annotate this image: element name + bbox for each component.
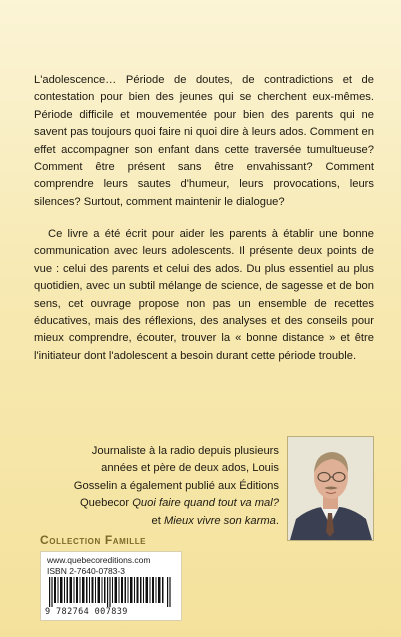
barcode-icon — [49, 577, 173, 607]
bio-text-after: . — [275, 514, 279, 527]
author-portrait-image — [288, 437, 373, 540]
barcode-digits: 9 782764 007839 — [45, 607, 128, 617]
author-photo — [287, 436, 374, 541]
author-bio — [69, 443, 279, 530]
isbn-label: ISBN 2-7640-0783-3 — [47, 566, 125, 576]
bio-book-title-1: Quoi faire quand tout va mal? — [132, 497, 279, 510]
description-paragraph-1: L'adolescence… Période de doutes, de contradictions et de contestation pour bien des jeunes qui se cherchent eux-mêmes. Période difficile et mouvementée pour bien des parents qui ne savent pas toujours quoi faire ni quoi dire à leurs ados. Comment en effet accompagner son enfant dans cette traversée tumultueuse? Comment être présent sans être envahissant? Comment comprendre leurs sautes d'humeur, leurs provocations, leurs silences? Surtout, comment maintenir le dialogue? — [34, 74, 374, 208]
publisher-url: www.quebecoreditions.com — [47, 555, 151, 565]
barcode-panel — [40, 551, 182, 621]
bio-book-title-2: Mieux vivre son karma — [163, 514, 276, 527]
bio-text-middle: et — [151, 514, 164, 527]
bio-text-before: Journaliste à la radio depuis plusieurs années et père de deux ados, Louis Gosselin a également publié aux Éditions Quebecor — [73, 445, 279, 510]
description-paragraph-2: Ce livre a été écrit pour aider les parents à établir une bonne communication avec leurs adolescents. Il présente deux points de vue : celui des parents et celui des ados. Du plus essentiel au plus quotidien, avec un subtil mélange de science, de sagesse et de bon sens, cet ouvrage propose non pas un ensemble de recettes éducatives, mais des réflexions, des analyses et des conseils pour mieux comprendre, écouter, trouver la « bonne distance » et être l'initiateur dont l'adolescent a besoin durant cette période trouble. — [34, 228, 374, 362]
collection-label: Collection Famille — [40, 533, 147, 547]
